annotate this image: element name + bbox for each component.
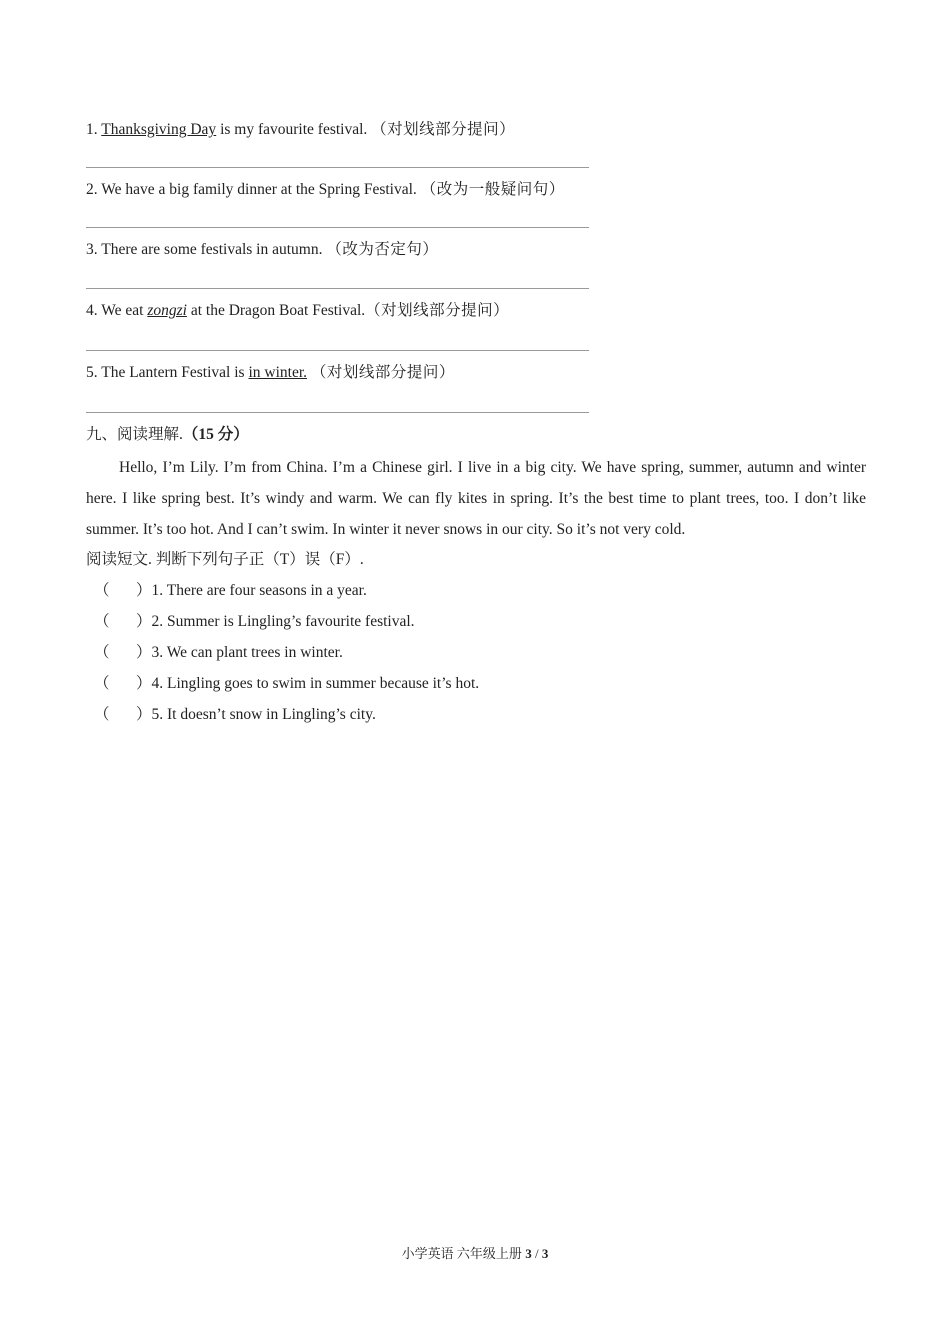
tf-item-1[interactable] [94, 581, 367, 601]
reading-passage [86, 452, 866, 545]
tf-statement: 5. It doesn’t snow in Lingling’s city. [151, 706, 376, 723]
tf-item-2[interactable] [94, 612, 415, 632]
tf-statement: 1. There are four seasons in a year. [151, 582, 367, 599]
tf-item-4[interactable] [94, 674, 479, 694]
tf-item-5[interactable] [94, 705, 376, 725]
tf-statement: 4. Lingling goes to swim in summer because it’s hot. [151, 675, 480, 692]
item-text: at the Dragon Boat Festival. [186, 302, 366, 319]
answer-paren-close: ） [136, 582, 152, 599]
answer-line-5[interactable] [86, 412, 589, 413]
item-instruction: （对划线部分提问） [310, 364, 455, 381]
rewrite-item-4 [86, 301, 509, 321]
item-text: We eat [101, 302, 148, 319]
rewrite-item-1 [86, 120, 515, 140]
page-total: 3 [541, 1246, 549, 1261]
tf-item-3[interactable] [94, 643, 343, 663]
item-number: 2. [86, 181, 98, 198]
section-title [86, 425, 249, 445]
item-number: 3. [86, 241, 98, 258]
item-number: 4. [86, 302, 98, 319]
page-number: 3 [525, 1246, 532, 1261]
answer-paren-open: （ [94, 675, 110, 692]
rewrite-item-5 [86, 363, 455, 383]
answer-paren-close: ） [136, 644, 152, 661]
item-text: The Lantern Festival is [101, 364, 249, 381]
answer-paren-open: （ [94, 706, 110, 723]
page-separator: / [531, 1246, 542, 1261]
tf-instruction: 阅读短文. 判断下列句子正（T）误（F）. [86, 551, 364, 568]
rewrite-item-2 [86, 180, 565, 200]
page-footer [0, 1245, 950, 1263]
item-number: 1. [86, 121, 98, 138]
answer-line-4[interactable] [86, 350, 589, 351]
section-score: （15 分） [182, 426, 249, 443]
answer-paren-open: （ [94, 582, 110, 599]
footer-label: 小学英语 六年级上册 [401, 1246, 526, 1261]
answer-line-3[interactable] [86, 288, 589, 289]
item-instruction: （改为否定句） [326, 241, 439, 258]
section-heading: 九、阅读理解. [86, 426, 183, 443]
item-text: There are some festivals in autumn. [101, 241, 323, 258]
underlined-phrase: in winter. [248, 364, 308, 381]
tf-statement: 2. Summer is Lingling’s favourite festival. [151, 613, 415, 630]
passage-text: Hello, I’m Lily. I’m from China. I’m a Chinese girl. I live in a big city. We have spring, summer, autumn and winter here. I like spring best. It’s windy and warm. We can fly kites in spring. It’s the best time to plant trees, too. I don’t like summer. It’s too hot. And I can’t swim. In winter it never snows in our city. So it’s not very cold. [86, 459, 866, 538]
item-instruction: （改为一般疑问句） [420, 181, 565, 198]
item-number: 5. [86, 364, 98, 381]
answer-paren-close: ） [136, 706, 152, 723]
answer-paren-open: （ [94, 644, 110, 661]
tf-statement: 3. We can plant trees in winter. [151, 644, 343, 661]
underlined-phrase: Thanksgiving Day [101, 121, 217, 138]
rewrite-item-3 [86, 240, 438, 260]
item-text: is my favourite festival. [216, 121, 368, 138]
item-instruction: （对划线部分提问） [371, 121, 516, 138]
item-instruction: （对划线部分提问） [365, 302, 510, 319]
answer-paren-open: （ [94, 613, 110, 630]
answer-paren-close: ） [136, 613, 152, 630]
underlined-phrase: zongzi [147, 302, 187, 319]
item-text: We have a big family dinner at the Spring Festival. [101, 181, 417, 198]
answer-line-1[interactable] [86, 167, 589, 168]
answer-paren-close: ） [136, 675, 152, 692]
answer-line-2[interactable] [86, 227, 589, 228]
